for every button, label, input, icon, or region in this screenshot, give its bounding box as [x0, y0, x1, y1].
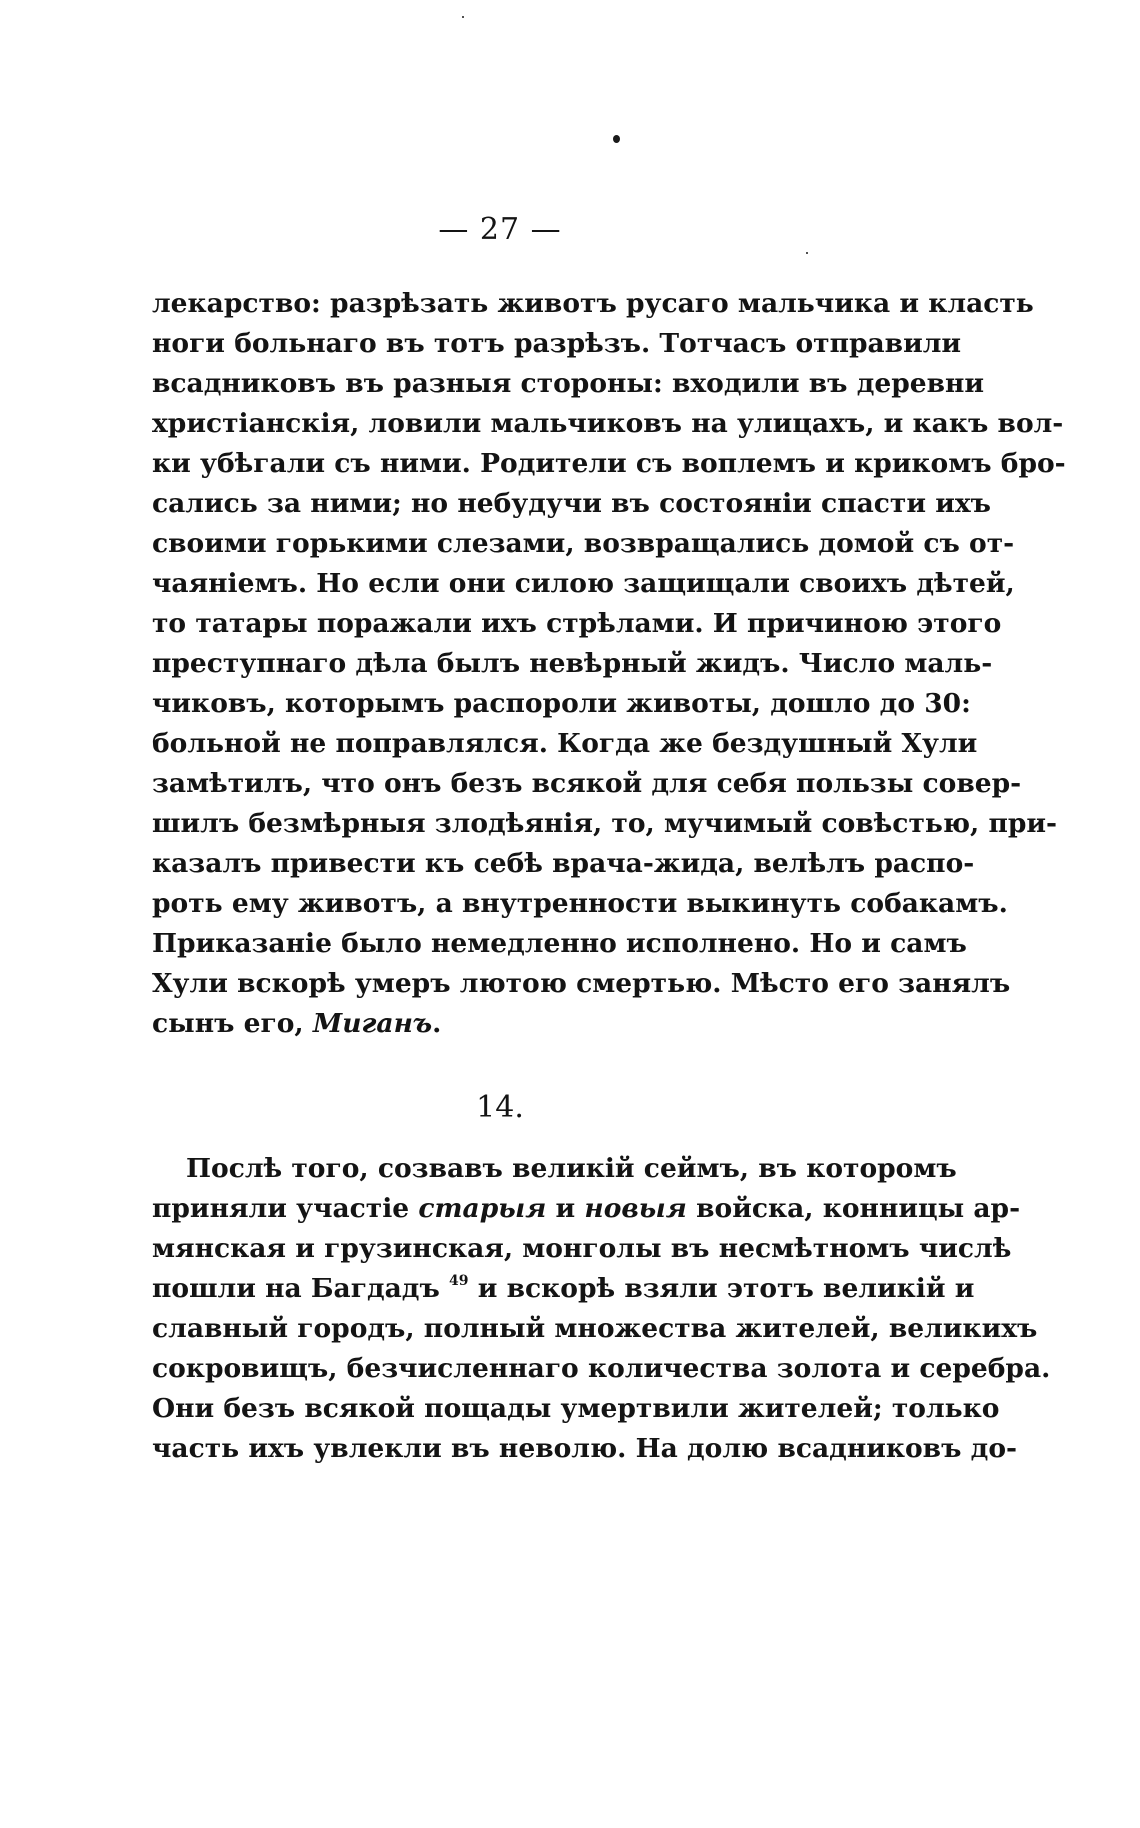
text-line: часть ихъ увлекли въ неволю. На долю всадниковъ до-: [152, 1433, 1017, 1464]
print-speck: [806, 252, 808, 254]
text-line: своими горькими слезами, возвращались домой съ от-: [152, 528, 1015, 559]
text-line: шилъ безмѣрныя злодѣянія, то, мучимый совѣстью, при-: [152, 808, 1058, 839]
text-line: чиковъ, которымъ распороли животы, дошло до 30:: [152, 688, 971, 719]
text-line: Приказаніе было немедленно исполнено. Но и самъ: [152, 928, 967, 959]
text-run: и вскорѣ взяли этотъ великій и: [468, 1273, 975, 1304]
text-line: замѣтилъ, что онъ безъ всякой для себя пользы совер-: [152, 768, 1022, 799]
text-line: то татары поражали ихъ стрѣлами. И причиною этого: [152, 608, 1002, 639]
text-line: христіанскія, ловили мальчиковъ на улицахъ, и какъ вол-: [152, 408, 1064, 439]
text-line: [152, 1189, 1021, 1229]
text-run: войска, конницы ар-: [686, 1193, 1021, 1224]
text-run: сынъ его,: [152, 1008, 313, 1039]
text-line: казалъ привести къ себѣ врача-жида, велѣлъ распо-: [152, 848, 975, 879]
print-speck: [613, 135, 620, 143]
text-line: славный городъ, полный множества жителей, великихъ: [152, 1313, 1038, 1344]
text-line: сокровищъ, безчисленнаго количества золота и серебра.: [152, 1353, 1051, 1384]
paragraph-1: [152, 284, 1066, 1044]
text-line: роть ему животъ, а внутренности выкинуть собакамъ.: [152, 888, 1008, 919]
print-speck: [462, 16, 464, 18]
text-line: больной не поправлялся. Когда же бездушный Хули: [152, 728, 978, 759]
text-line: сались за ними; но небудучи въ состояніи спасти ихъ: [152, 488, 991, 519]
text-line: ки убѣгали съ ними. Родители съ воплемъ и крикомъ бро-: [152, 448, 1066, 479]
text-run: приняли участіе: [152, 1193, 419, 1224]
paragraph-2: [152, 1149, 1051, 1469]
text-line: всадниковъ въ разныя стороны: входили въ деревни: [152, 368, 985, 399]
text-line: Хули вскорѣ умеръ лютою смертью. Мѣсто его занялъ: [152, 968, 1011, 999]
text-line: чаяніемъ. Но если они силою защищали своихъ дѣтей,: [152, 568, 1015, 599]
section-number: 14.: [476, 1090, 524, 1125]
text-line: ноги больнаго въ тотъ разрѣзъ. Тотчасъ отправили: [152, 328, 962, 359]
text-line: [152, 1269, 975, 1309]
text-run: и: [546, 1193, 585, 1224]
text-run: .: [432, 1008, 442, 1039]
text-line: Послѣ того, созвавъ великій сеймъ, въ которомъ: [186, 1153, 957, 1184]
footnote-marker[interactable]: 49: [449, 1273, 469, 1289]
emphasis-italic: старыя: [418, 1193, 547, 1224]
text-line: преступнаго дѣла былъ невѣрный жидъ. Число маль-: [152, 648, 993, 679]
text-line-last: [152, 1004, 850, 1044]
emphasis-italic: новыя: [584, 1193, 687, 1224]
text-run: пошли на Багдадъ: [152, 1273, 450, 1304]
text-line: лекарство: разрѣзать животъ русаго мальчика и класть: [152, 288, 1034, 319]
page-number: — 27 —: [438, 212, 562, 247]
text-line: Они безъ всякой пощады умертвили жителей; только: [152, 1393, 1000, 1424]
text-line: мянская и грузинская, монголы въ несмѣтномъ числѣ: [152, 1233, 1012, 1264]
name-italic: Миганъ: [312, 1008, 433, 1039]
